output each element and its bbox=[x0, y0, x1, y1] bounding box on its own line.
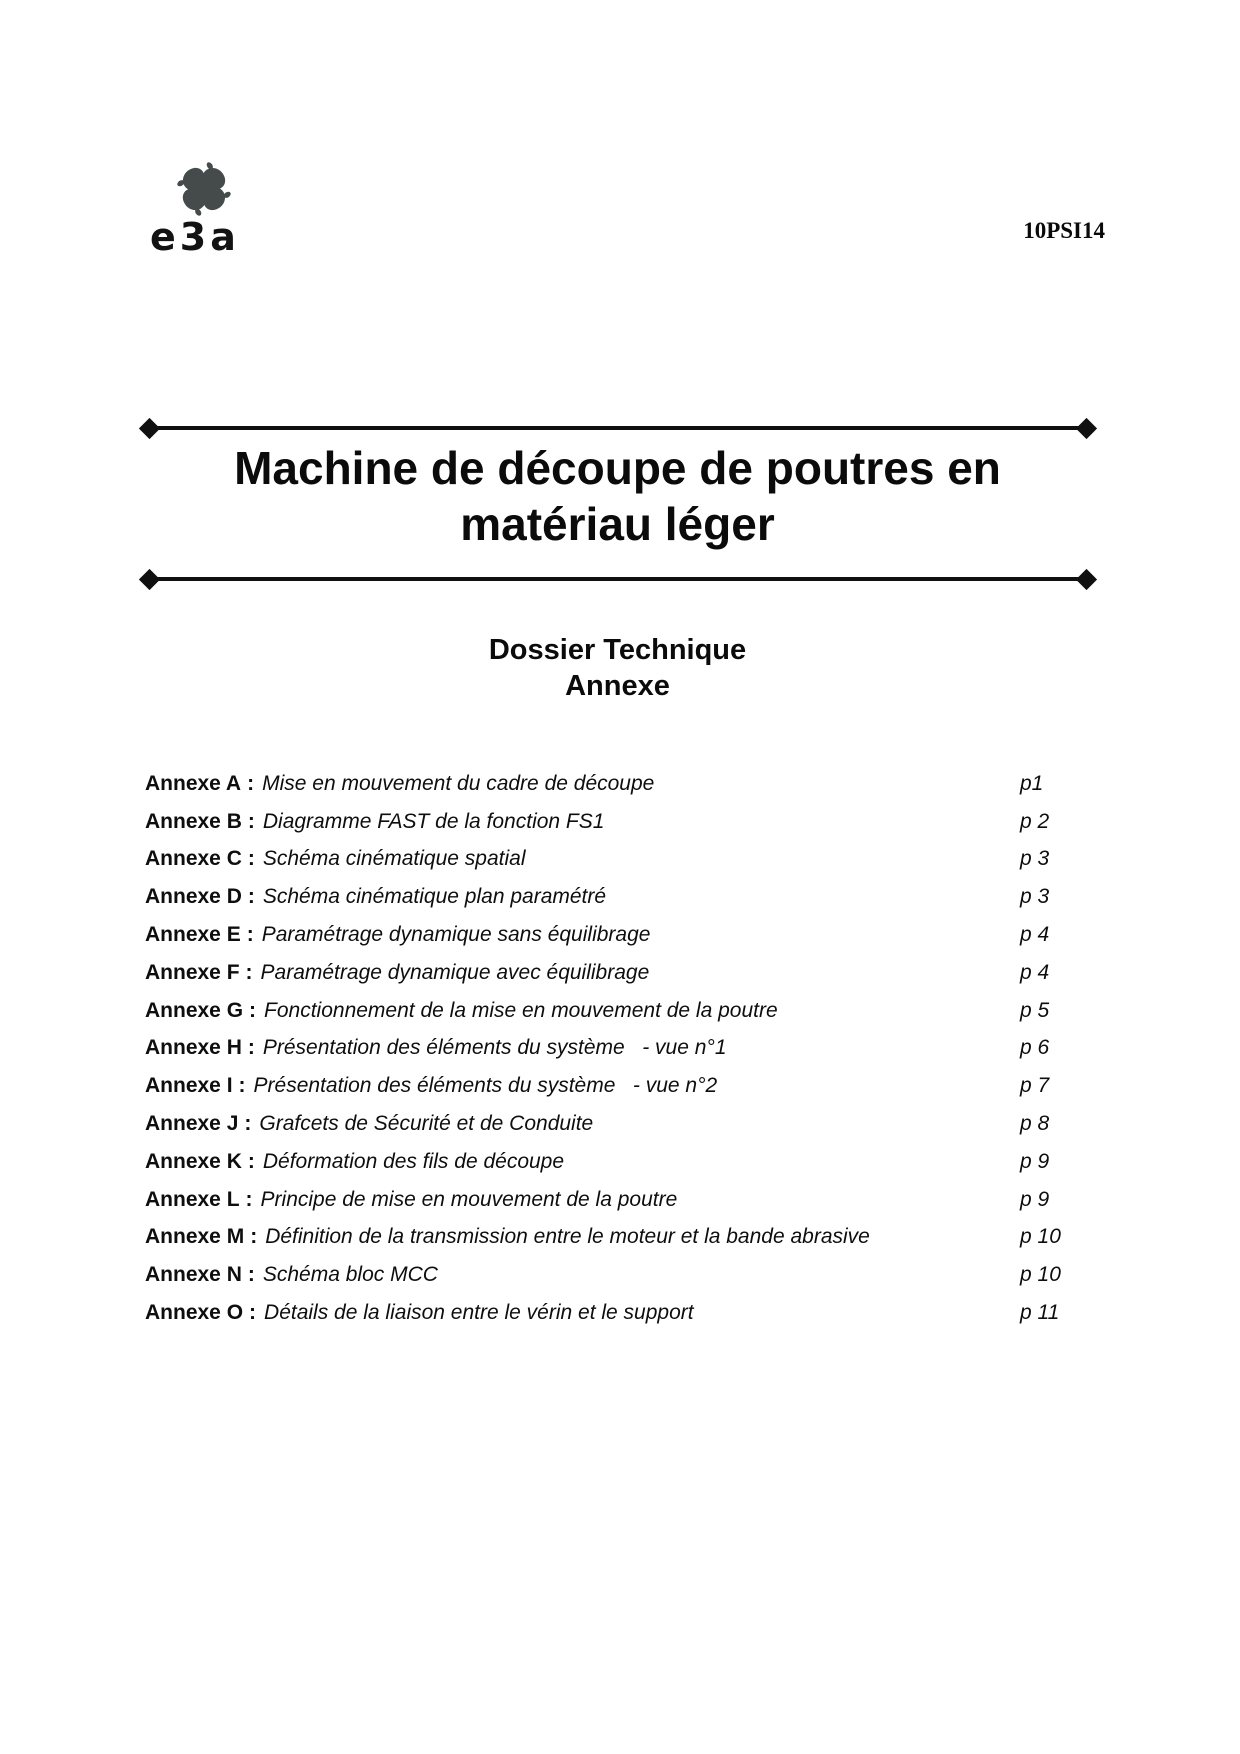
toc-row-annexe-a bbox=[145, 765, 1090, 803]
title-rule-top bbox=[149, 426, 1087, 430]
toc-label: Annexe E bbox=[145, 923, 241, 947]
toc-row-annexe-h bbox=[145, 1030, 1090, 1068]
toc-label: Annexe H bbox=[145, 1036, 242, 1060]
toc-title: Schéma cinématique spatial bbox=[262, 847, 526, 871]
toc-label: Annexe L bbox=[145, 1187, 240, 1211]
toc-row-annexe-e bbox=[145, 916, 1090, 954]
toc-title: Fonctionnement de la mise en mouvement de la poutre bbox=[264, 998, 778, 1022]
toc-page-number: p 11 bbox=[1020, 1301, 1060, 1325]
toc-row-annexe-l bbox=[145, 1181, 1090, 1219]
toc-label: Annexe D bbox=[145, 885, 242, 909]
toc-label: Annexe C bbox=[145, 847, 242, 871]
subtitle-line2: Annexe bbox=[565, 670, 670, 702]
page-title-line1: Machine de découpe de poutres en bbox=[234, 442, 1001, 494]
annex-table-of-contents bbox=[145, 765, 1090, 1332]
toc-separator: : bbox=[247, 847, 255, 871]
toc-page-number: p 9 bbox=[1020, 1149, 1050, 1173]
toc-page-number: p 6 bbox=[1020, 1036, 1050, 1060]
toc-label: Annexe N bbox=[145, 1263, 242, 1287]
toc-page-number: p 8 bbox=[1020, 1112, 1050, 1136]
toc-title: Paramétrage dynamique sans équilibrage bbox=[261, 923, 651, 947]
toc-row-annexe-f bbox=[145, 954, 1090, 992]
content-column bbox=[145, 0, 1090, 1332]
toc-separator: : bbox=[249, 1301, 257, 1325]
toc-page-number: p 3 bbox=[1020, 847, 1050, 871]
toc-separator: : bbox=[247, 1149, 255, 1173]
toc-title: Diagramme FAST de la fonction FS1 bbox=[262, 809, 605, 833]
toc-title: Schéma cinématique plan paramétré bbox=[262, 885, 607, 909]
toc-separator: : bbox=[247, 771, 255, 795]
page-title bbox=[145, 440, 1090, 552]
toc-row-annexe-g bbox=[145, 992, 1090, 1030]
toc-page-number: p 4 bbox=[1020, 960, 1050, 984]
toc-title: Présentation des éléments du système - vue n°2 bbox=[253, 1074, 718, 1098]
toc-separator: : bbox=[245, 960, 253, 984]
toc-label: Annexe I bbox=[145, 1074, 233, 1098]
subtitle bbox=[145, 632, 1090, 704]
toc-title: Schéma bloc MCC bbox=[262, 1263, 438, 1287]
toc-row-annexe-i bbox=[145, 1067, 1090, 1105]
toc-label: Annexe B bbox=[145, 809, 242, 833]
toc-label: Annexe J bbox=[145, 1112, 239, 1136]
toc-separator: : bbox=[247, 809, 255, 833]
toc-separator: : bbox=[246, 923, 254, 947]
toc-label: Annexe A bbox=[145, 771, 242, 795]
toc-separator: : bbox=[247, 1036, 255, 1060]
toc-row-annexe-d bbox=[145, 878, 1090, 916]
toc-page-number: p 9 bbox=[1020, 1187, 1050, 1211]
toc-label: Annexe F bbox=[145, 960, 240, 984]
toc-title: Mise en mouvement du cadre de découpe bbox=[262, 771, 655, 795]
toc-separator: : bbox=[245, 1187, 253, 1211]
toc-row-annexe-o bbox=[145, 1294, 1090, 1332]
toc-title: Définition de la transmission entre le moteur et la bande abrasive bbox=[265, 1225, 870, 1249]
subtitle-line1: Dossier Technique bbox=[488, 634, 747, 666]
toc-row-annexe-m bbox=[145, 1219, 1090, 1257]
toc-page-number: p 10 bbox=[1020, 1263, 1061, 1287]
toc-page-number: p 10 bbox=[1020, 1225, 1061, 1249]
toc-separator: : bbox=[249, 998, 257, 1022]
title-rule-bottom bbox=[149, 577, 1087, 581]
toc-row-annexe-c bbox=[145, 841, 1090, 879]
toc-title: Présentation des éléments du système - vue n°1 bbox=[262, 1036, 727, 1060]
toc-row-annexe-n bbox=[145, 1256, 1090, 1294]
toc-title: Grafcets de Sécurité et de Conduite bbox=[259, 1112, 594, 1136]
toc-title: Déformation des fils de découpe bbox=[262, 1149, 565, 1173]
toc-page-number: p 2 bbox=[1020, 809, 1050, 833]
e3a-wordmark: e3a bbox=[150, 215, 240, 259]
toc-row-annexe-k bbox=[145, 1143, 1090, 1181]
toc-row-annexe-j bbox=[145, 1105, 1090, 1143]
toc-row-annexe-b bbox=[145, 803, 1090, 841]
toc-page-number: p 5 bbox=[1020, 998, 1050, 1022]
toc-separator: : bbox=[250, 1225, 258, 1249]
toc-title: Principe de mise en mouvement de la poutre bbox=[260, 1187, 678, 1211]
toc-label: Annexe G bbox=[145, 998, 244, 1022]
toc-page-number: p1 bbox=[1020, 771, 1044, 795]
toc-separator: : bbox=[247, 885, 255, 909]
toc-title: Détails de la liaison entre le vérin et le support bbox=[264, 1301, 694, 1325]
toc-label: Annexe K bbox=[145, 1149, 242, 1173]
toc-label: Annexe M bbox=[145, 1225, 245, 1249]
toc-separator: : bbox=[247, 1263, 255, 1287]
toc-title: Paramétrage dynamique avec équilibrage bbox=[260, 960, 650, 984]
toc-page-number: p 7 bbox=[1020, 1074, 1050, 1098]
document-code: 10PSI14 bbox=[1023, 218, 1105, 243]
toc-separator: : bbox=[244, 1112, 252, 1136]
toc-label: Annexe O bbox=[145, 1301, 244, 1325]
toc-page-number: p 3 bbox=[1020, 885, 1050, 909]
page-title-line2: matériau léger bbox=[460, 498, 775, 550]
toc-separator: : bbox=[238, 1074, 246, 1098]
toc-page-number: p 4 bbox=[1020, 923, 1050, 947]
